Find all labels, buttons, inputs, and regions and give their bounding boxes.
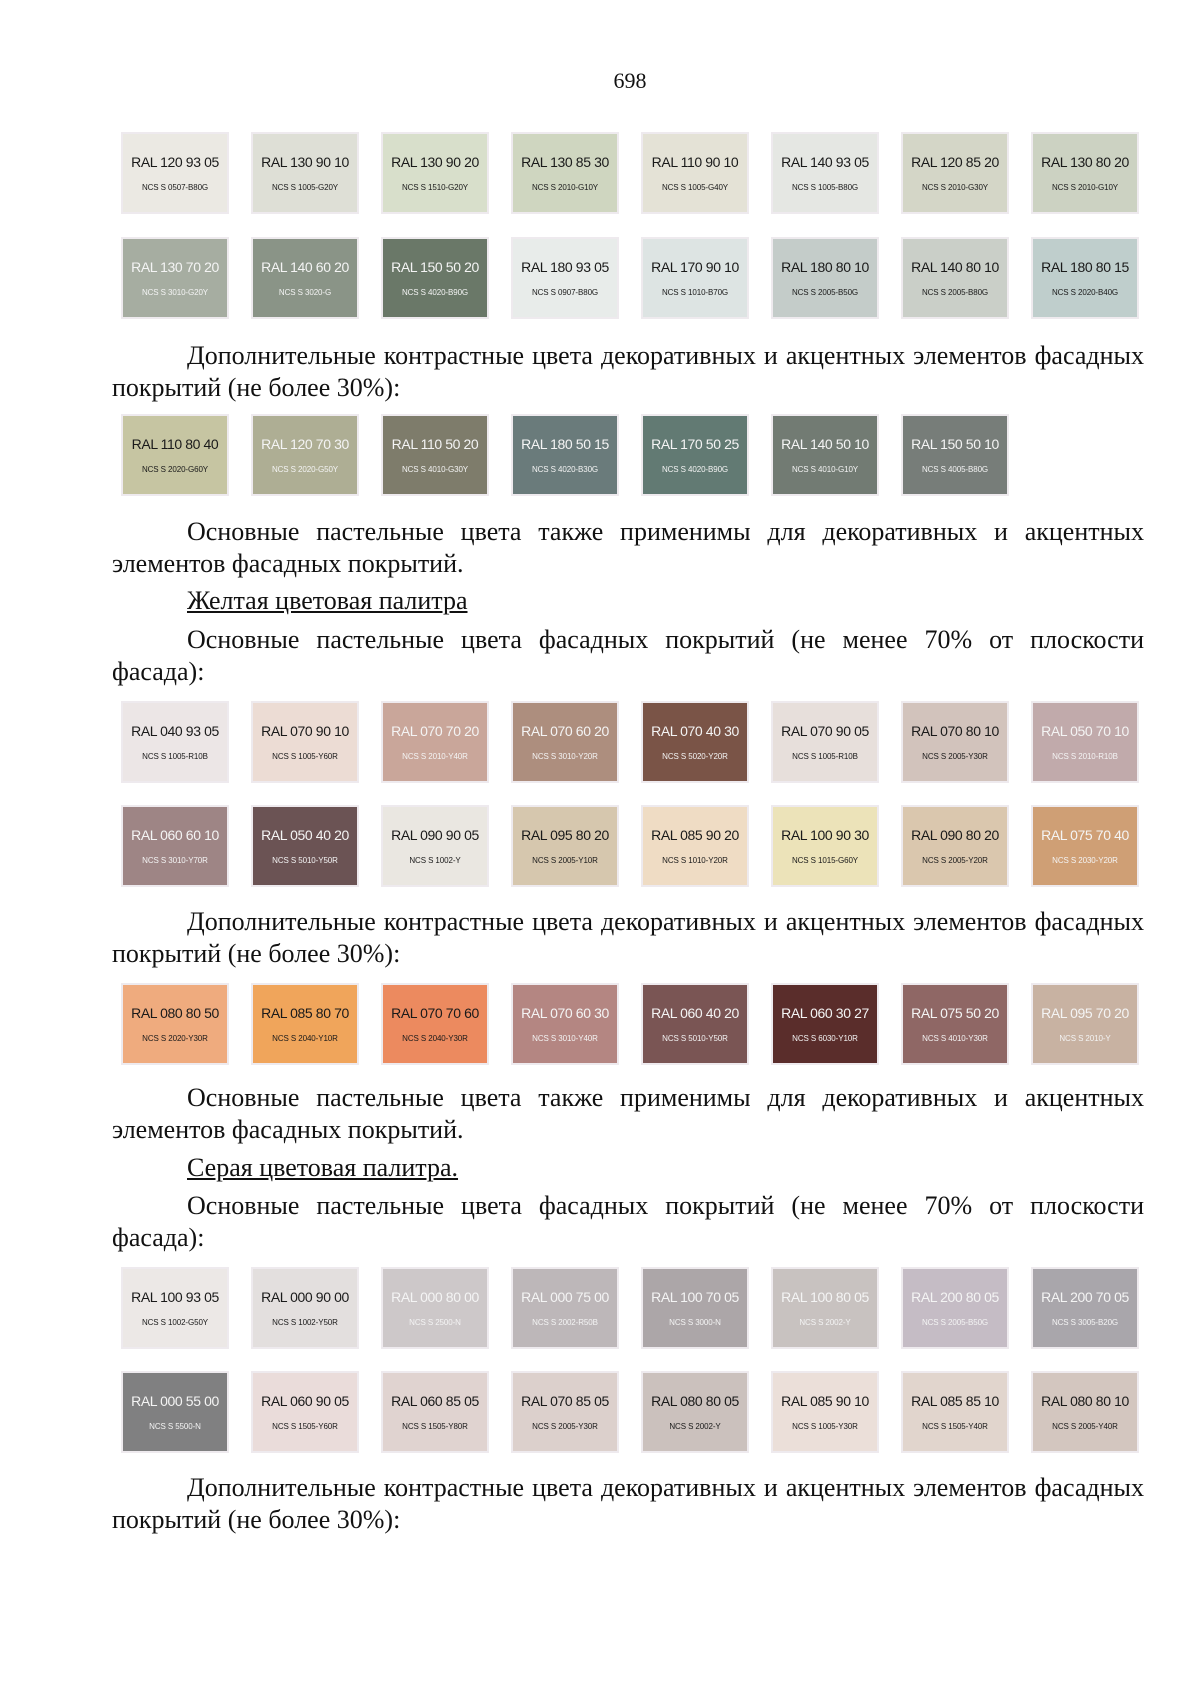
ral-code: RAL 085 85 10 — [911, 1393, 999, 1409]
ncs-code: NCS S 4005-B80G — [921, 465, 989, 474]
color-swatch — [381, 701, 489, 783]
ncs-code: NCS S 5010-Y50R — [662, 1034, 728, 1043]
swatch-row — [121, 237, 1139, 319]
ral-code: RAL 170 50 25 — [651, 436, 739, 452]
ral-code: RAL 095 80 20 — [521, 827, 609, 843]
ncs-code: NCS S 4010-Y30R — [922, 1034, 988, 1043]
color-swatch — [511, 414, 619, 496]
color-swatch — [381, 132, 489, 214]
color-swatch — [901, 237, 1009, 319]
ncs-code: NCS S 5020-Y20R — [662, 752, 728, 761]
ral-code: RAL 040 93 05 — [131, 723, 219, 739]
ncs-code: NCS S 2005-Y10R — [532, 856, 598, 865]
ncs-code: NCS S 2500-N — [409, 1318, 461, 1327]
color-swatch — [641, 414, 749, 496]
color-swatch — [1031, 805, 1139, 887]
ncs-code: NCS S 1005-Y60R — [272, 752, 338, 761]
color-swatch — [771, 1371, 879, 1453]
ral-code: RAL 050 40 20 — [261, 827, 349, 843]
ral-code: RAL 095 70 20 — [1041, 1005, 1129, 1021]
color-swatch — [251, 237, 359, 319]
ncs-code: NCS S 3010-Y20R — [532, 752, 598, 761]
ral-code: RAL 060 60 10 — [131, 827, 219, 843]
ral-code: RAL 075 70 40 — [1041, 827, 1129, 843]
ral-code: RAL 090 80 20 — [911, 827, 999, 843]
color-swatch — [381, 1267, 489, 1349]
page-number: 698 — [613, 68, 647, 93]
ncs-code: NCS S 1005-G20Y — [271, 183, 339, 192]
ncs-code: NCS S 4010-G30Y — [401, 465, 469, 474]
ncs-code: NCS S 2010-Y — [1059, 1034, 1111, 1043]
ral-code: RAL 120 85 20 — [911, 154, 999, 170]
paragraph: Дополнительные контрастные цвета декоративных и акцентных элементов фасадных покрытий (не более 30%): — [112, 907, 1144, 968]
color-swatch — [251, 1371, 359, 1453]
ncs-code: NCS S 3000-N — [669, 1318, 721, 1327]
ral-code: RAL 120 70 30 — [261, 436, 349, 452]
ral-code: RAL 130 90 10 — [261, 154, 349, 170]
color-swatch — [641, 1267, 749, 1349]
color-swatch — [511, 132, 619, 214]
ral-code: RAL 080 80 50 — [131, 1005, 219, 1021]
ral-code: RAL 200 80 05 — [911, 1289, 999, 1305]
color-swatch — [511, 701, 619, 783]
color-swatch — [641, 132, 749, 214]
ncs-code: NCS S 2020-B40G — [1051, 288, 1119, 297]
ncs-code: NCS S 1002-Y — [409, 856, 461, 865]
color-swatch — [641, 983, 749, 1065]
color-swatch — [771, 701, 879, 783]
ncs-code: NCS S 1005-R10B — [142, 752, 208, 761]
paragraph: Дополнительные контрастные цвета декоративных и акцентных элементов фасадных покрытий (не более 30%): — [112, 341, 1144, 402]
ral-code: RAL 050 70 10 — [1041, 723, 1129, 739]
ral-code: RAL 080 80 05 — [651, 1393, 739, 1409]
ral-code: RAL 100 90 30 — [781, 827, 869, 843]
ncs-code: NCS S 2005-Y20R — [922, 856, 988, 865]
ncs-code: NCS S 4020-B90G — [401, 288, 469, 297]
ncs-code: NCS S 2005-B50G — [921, 1318, 989, 1327]
ral-code: RAL 110 90 10 — [651, 154, 739, 170]
ncs-code: NCS S 3010-G20Y — [141, 288, 209, 297]
color-swatch — [1031, 1371, 1139, 1453]
color-swatch — [901, 414, 1009, 496]
ncs-code: NCS S 4020-B30G — [531, 465, 599, 474]
swatch-row — [121, 983, 1139, 1065]
paragraph: Основные пастельные цвета также применимы для декоративных и акцентных элементов фасадных покрытий. — [112, 517, 1144, 578]
ncs-code: NCS S 1015-G60Y — [791, 856, 859, 865]
color-swatch — [1031, 701, 1139, 783]
ral-code: RAL 070 85 05 — [521, 1393, 609, 1409]
ncs-code: NCS S 0507-B80G — [141, 183, 209, 192]
swatch-row — [121, 701, 1139, 783]
ral-code: RAL 075 50 20 — [911, 1005, 999, 1021]
color-swatch — [251, 414, 359, 496]
color-swatch — [771, 983, 879, 1065]
ncs-code: NCS S 1002-G50Y — [141, 1318, 209, 1327]
ncs-code: NCS S 1505-Y60R — [272, 1422, 338, 1431]
ncs-code: NCS S 1010-Y20R — [662, 856, 728, 865]
ncs-code: NCS S 1505-Y40R — [922, 1422, 988, 1431]
ral-code: RAL 080 80 10 — [1041, 1393, 1129, 1409]
color-swatch — [381, 1371, 489, 1453]
paragraph: Основные пастельные цвета также применимы для декоративных и акцентных элементов фасадных покрытий. — [112, 1083, 1144, 1144]
section-heading: Серая цветовая палитра. — [187, 1153, 459, 1182]
ral-code: RAL 000 75 00 — [521, 1289, 609, 1305]
ncs-code: NCS S 1005-B80G — [791, 183, 859, 192]
ral-code: RAL 070 60 20 — [521, 723, 609, 739]
ral-code: RAL 140 93 05 — [781, 154, 869, 170]
ral-code: RAL 070 70 20 — [391, 723, 479, 739]
color-swatch — [251, 701, 359, 783]
ral-code: RAL 200 70 05 — [1041, 1289, 1129, 1305]
color-swatch — [511, 237, 619, 319]
ncs-code: NCS S 2005-B50G — [791, 288, 859, 297]
ncs-code: NCS S 2010-Y40R — [402, 752, 468, 761]
ral-code: RAL 060 90 05 — [261, 1393, 349, 1409]
ncs-code: NCS S 2020-G50Y — [271, 465, 339, 474]
ral-code: RAL 180 80 10 — [781, 259, 869, 275]
color-swatch — [121, 132, 229, 214]
ncs-code: NCS S 3005-B20G — [1051, 1318, 1119, 1327]
ncs-code: NCS S 1510-G20Y — [401, 183, 469, 192]
ral-code: RAL 070 90 05 — [781, 723, 869, 739]
ral-code: RAL 180 50 15 — [521, 436, 609, 452]
color-swatch — [1031, 1267, 1139, 1349]
ncs-code: NCS S 2002-R50B — [532, 1318, 598, 1327]
ral-code: RAL 060 85 05 — [391, 1393, 479, 1409]
ncs-code: NCS S 0907-B80G — [531, 288, 599, 297]
section-heading: Желтая цветовая палитра — [187, 586, 468, 615]
ral-code: RAL 150 50 10 — [911, 436, 999, 452]
color-swatch — [1031, 237, 1139, 319]
ncs-code: NCS S 2010-G30Y — [921, 183, 989, 192]
ral-code: RAL 000 80 00 — [391, 1289, 479, 1305]
ncs-code: NCS S 2002-Y — [669, 1422, 721, 1431]
color-swatch — [901, 805, 1009, 887]
color-swatch — [121, 701, 229, 783]
ncs-code: NCS S 1505-Y80R — [402, 1422, 468, 1431]
ncs-code: NCS S 2010-G10Y — [1051, 183, 1119, 192]
color-swatch — [511, 1371, 619, 1453]
ncs-code: NCS S 2030-Y20R — [1052, 856, 1118, 865]
swatch-row — [121, 414, 1009, 496]
swatch-row — [121, 1371, 1139, 1453]
color-swatch — [121, 1267, 229, 1349]
color-swatch — [511, 805, 619, 887]
ral-code: RAL 100 93 05 — [131, 1289, 219, 1305]
color-swatch — [1031, 132, 1139, 214]
ral-code: RAL 130 70 20 — [131, 259, 219, 275]
ral-code: RAL 070 90 10 — [261, 723, 349, 739]
color-swatch — [771, 132, 879, 214]
color-swatch — [121, 983, 229, 1065]
color-swatch — [121, 414, 229, 496]
color-swatch — [251, 983, 359, 1065]
ncs-code: NCS S 2040-Y30R — [402, 1034, 468, 1043]
color-swatch — [901, 1267, 1009, 1349]
ral-code: RAL 170 90 10 — [651, 259, 739, 275]
ral-code: RAL 070 60 30 — [521, 1005, 609, 1021]
ral-code: RAL 110 50 20 — [391, 436, 479, 452]
color-swatch — [511, 983, 619, 1065]
ncs-code: NCS S 2005-Y40R — [1052, 1422, 1118, 1431]
ral-code: RAL 180 93 05 — [521, 259, 609, 275]
swatch-row — [121, 805, 1139, 887]
swatch-row — [121, 132, 1139, 214]
paragraph: Дополнительные контрастные цвета декоративных и акцентных элементов фасадных покрытий (не более 30%): — [112, 1473, 1144, 1534]
ral-code: RAL 180 80 15 — [1041, 259, 1129, 275]
ral-code: RAL 110 80 40 — [131, 436, 219, 452]
ncs-code: NCS S 2010-R10B — [1052, 752, 1118, 761]
ral-code: RAL 100 80 05 — [781, 1289, 869, 1305]
ncs-code: NCS S 1010-B70G — [661, 288, 729, 297]
ral-code: RAL 100 70 05 — [651, 1289, 739, 1305]
paragraph: Основные пастельные цвета фасадных покрытий (не менее 70% от плоскости фасада): — [112, 1191, 1144, 1252]
color-swatch — [381, 983, 489, 1065]
color-swatch — [121, 1371, 229, 1453]
color-swatch — [251, 132, 359, 214]
color-swatch — [771, 414, 879, 496]
color-swatch — [901, 983, 1009, 1065]
ral-code: RAL 060 40 20 — [651, 1005, 739, 1021]
ral-code: RAL 085 80 70 — [261, 1005, 349, 1021]
ral-code: RAL 070 70 60 — [391, 1005, 479, 1021]
ral-code: RAL 060 30 27 — [781, 1005, 869, 1021]
color-swatch — [511, 1267, 619, 1349]
color-swatch — [381, 805, 489, 887]
color-swatch — [251, 1267, 359, 1349]
color-swatch — [771, 805, 879, 887]
ncs-code: NCS S 2020-G60Y — [141, 465, 209, 474]
ncs-code: NCS S 1002-Y50R — [272, 1318, 338, 1327]
color-swatch — [251, 805, 359, 887]
ral-code: RAL 130 80 20 — [1041, 154, 1129, 170]
ral-code: RAL 085 90 20 — [651, 827, 739, 843]
ncs-code: NCS S 2010-G10Y — [531, 183, 599, 192]
color-swatch — [121, 805, 229, 887]
ral-code: RAL 070 80 10 — [911, 723, 999, 739]
ncs-code: NCS S 4010-G10Y — [791, 465, 859, 474]
ncs-code: NCS S 5010-Y50R — [272, 856, 338, 865]
ncs-code: NCS S 2040-Y10R — [272, 1034, 338, 1043]
swatch-row — [121, 1267, 1139, 1349]
ncs-code: NCS S 2005-Y30R — [922, 752, 988, 761]
color-swatch — [641, 805, 749, 887]
ral-code: RAL 130 85 30 — [521, 154, 609, 170]
ral-code: RAL 070 40 30 — [651, 723, 739, 739]
ncs-code: NCS S 2005-B80G — [921, 288, 989, 297]
ncs-code: NCS S 3010-Y40R — [532, 1034, 598, 1043]
color-swatch — [641, 1371, 749, 1453]
ral-code: RAL 090 90 05 — [391, 827, 479, 843]
color-swatch — [121, 237, 229, 319]
ncs-code: NCS S 1005-G40Y — [661, 183, 729, 192]
ral-code: RAL 150 50 20 — [391, 259, 479, 275]
color-swatch — [771, 1267, 879, 1349]
ncs-code: NCS S 4020-B90G — [661, 465, 729, 474]
ncs-code: NCS S 5500-N — [149, 1422, 201, 1431]
ral-code: RAL 140 60 20 — [261, 259, 349, 275]
ral-code: RAL 120 93 05 — [131, 154, 219, 170]
color-swatch — [1031, 983, 1139, 1065]
ncs-code: NCS S 6030-Y10R — [792, 1034, 858, 1043]
ral-code: RAL 000 55 00 — [131, 1393, 219, 1409]
ncs-code: NCS S 1005-R10B — [792, 752, 858, 761]
ral-code: RAL 085 90 10 — [781, 1393, 869, 1409]
color-swatch — [901, 132, 1009, 214]
color-swatch — [901, 701, 1009, 783]
ncs-code: NCS S 3010-Y70R — [142, 856, 208, 865]
ral-code: RAL 130 90 20 — [391, 154, 479, 170]
ral-code: RAL 140 50 10 — [781, 436, 869, 452]
color-swatch — [381, 237, 489, 319]
color-swatch — [771, 237, 879, 319]
color-swatch — [901, 1371, 1009, 1453]
ncs-code: NCS S 1005-Y30R — [792, 1422, 858, 1431]
color-swatch — [381, 414, 489, 496]
ncs-code: NCS S 2002-Y — [799, 1318, 851, 1327]
ncs-code: NCS S 3020-G — [278, 288, 332, 297]
color-swatch — [641, 701, 749, 783]
ncs-code: NCS S 2005-Y30R — [532, 1422, 598, 1431]
ral-code: RAL 140 80 10 — [911, 259, 999, 275]
color-swatch — [641, 237, 749, 319]
paragraph: Основные пастельные цвета фасадных покрытий (не менее 70% от плоскости фасада): — [112, 625, 1144, 686]
ral-code: RAL 000 90 00 — [261, 1289, 349, 1305]
ncs-code: NCS S 2020-Y30R — [142, 1034, 208, 1043]
